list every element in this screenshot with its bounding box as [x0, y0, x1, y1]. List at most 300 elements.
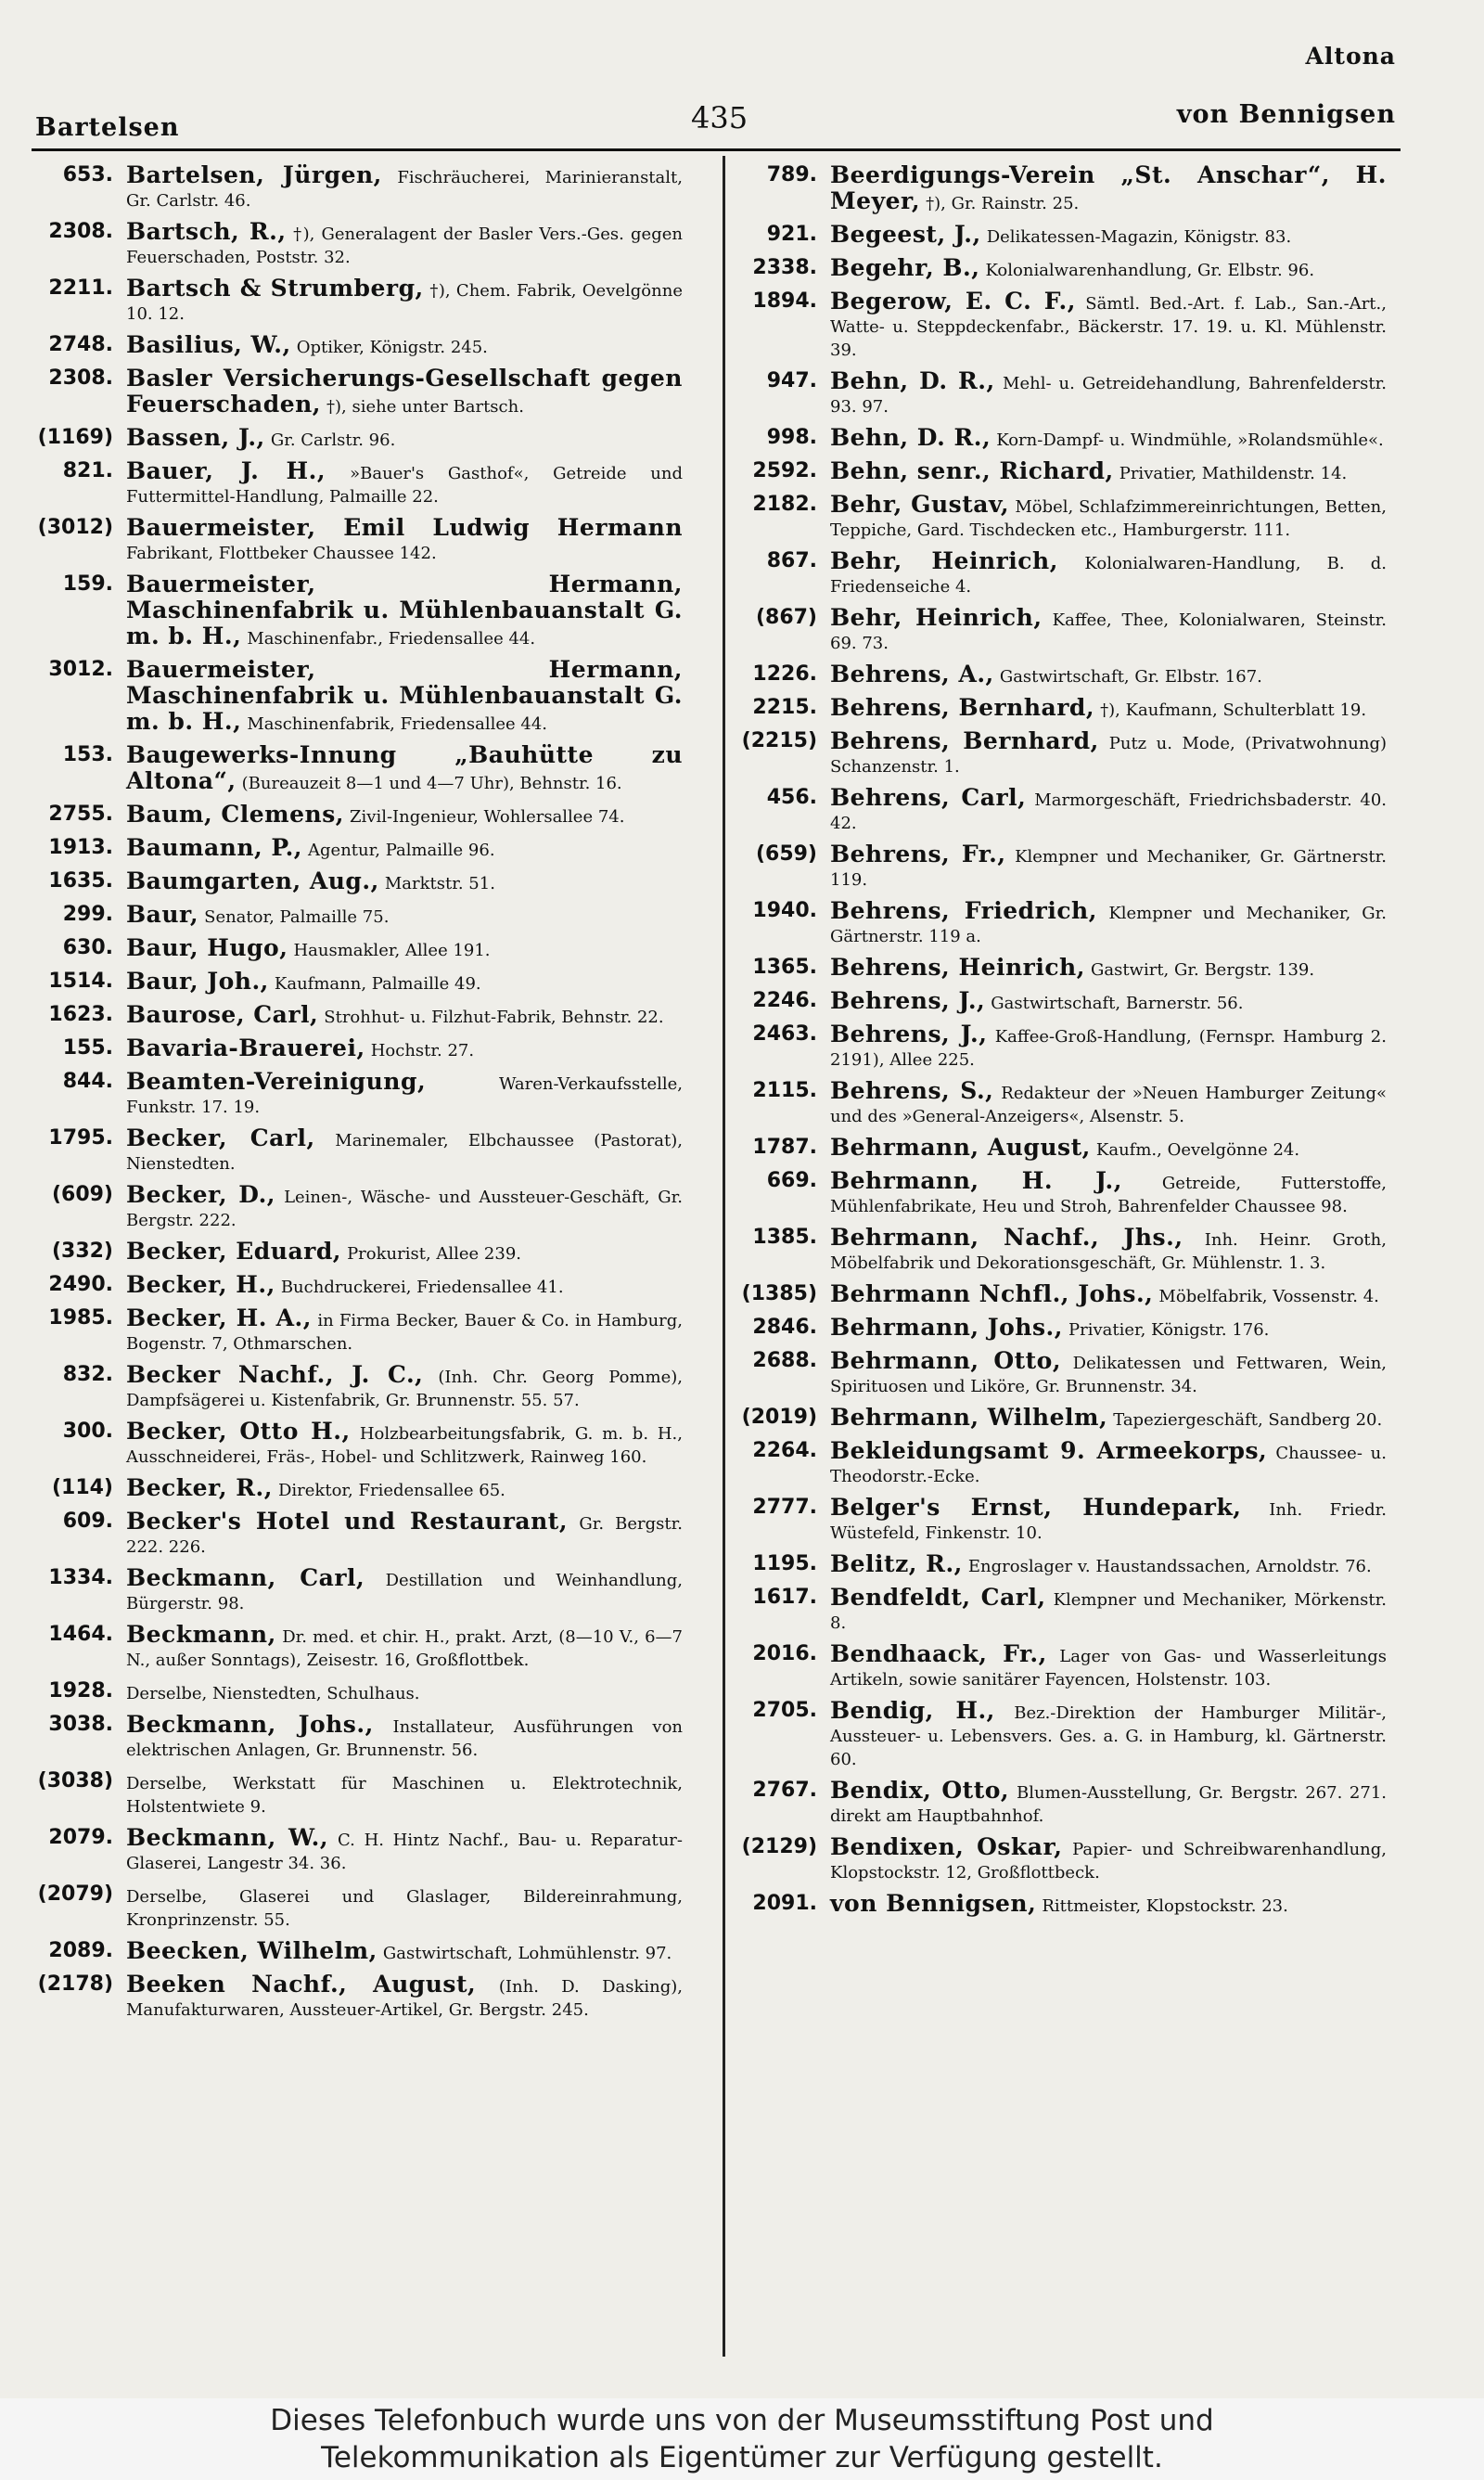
phone-number: 2755. [48, 803, 113, 826]
subscriber-name: Bendfeldt, Carl, [830, 1584, 1046, 1611]
directory-entry [737, 1779, 1387, 1828]
subscriber-details: »Bauer's Gasthof«, Getreide und Futtermittel-Handlung, Palmaille 22. [126, 464, 683, 507]
subscriber-name: Basilius, W., [126, 331, 291, 358]
entry-text [126, 572, 683, 650]
subscriber-name: Bavaria-Brauerei, [126, 1034, 365, 1061]
subscriber-details: Prokurist, Allee 239. [347, 1244, 522, 1264]
subscriber-name: Behrens, S., [830, 1077, 994, 1104]
entry-text [830, 1406, 1387, 1432]
entry-text [830, 1316, 1387, 1342]
subscriber-name: Bassen, J., [126, 424, 265, 451]
phone-number: 1514. [48, 970, 113, 993]
directory-entry [33, 459, 683, 508]
subscriber-details: Papier- und Schreibwarenhandlung, Klopstockstr. 12, Großflottbeck. [830, 1840, 1388, 1882]
phone-number: 2079. [48, 1826, 113, 1849]
phone-number: 1365. [752, 956, 817, 979]
directory-entry [737, 289, 1387, 362]
subscriber-name: Baugewerks-Innung „Bauhütte zu Altona“, [126, 741, 683, 794]
entry-text [126, 1273, 683, 1299]
subscriber-details: Buchdruckerei, Friedensallee 41. [280, 1278, 564, 1297]
entry-text [126, 1363, 683, 1412]
entry-text [126, 366, 683, 418]
subscriber-details: †), Kaufmann, Schulterblatt 19. [1100, 700, 1367, 720]
subscriber-name: Behrmann, Otto, [830, 1347, 1062, 1374]
subscriber-name: Beckmann, [126, 1621, 276, 1648]
directory-entry [33, 869, 683, 895]
phone-number: (3012) [37, 516, 113, 539]
phone-number: 609. [62, 1510, 113, 1533]
subscriber-details: Mehl- u. Getreidehandlung, Bahrenfelderstr. 93. 97. [830, 374, 1387, 417]
subscriber-details: Privatier, Mathildenstr. 14. [1119, 464, 1348, 483]
subscriber-details: in Firma Becker, Bauer & Co. in Hamburg, Bogenstr. 7, Othmarschen. [126, 1311, 684, 1354]
subscriber-details: Getreide, Futterstoffe, Mühlenfabrikate, Heu und Stroh, Bahrenfelder Chaussee 98. [830, 1174, 1388, 1216]
phone-number: (1385) [741, 1282, 817, 1305]
directory-entry [33, 1939, 683, 1965]
subscriber-name: Behn, D. R., [830, 367, 995, 394]
entry-text [830, 729, 1387, 778]
directory-entry [737, 1406, 1387, 1432]
subscriber-details: Putz u. Mode, (Privatwohnung) Schanzenstr. 1. [830, 734, 1388, 777]
entry-text [126, 1036, 683, 1062]
subscriber-name: Behr, Gustav, [830, 491, 1010, 518]
subscriber-name: Behr, Heinrich, [830, 604, 1043, 631]
phone-number: (1169) [37, 426, 113, 449]
directory-entry [737, 956, 1387, 982]
entry-text [830, 662, 1387, 688]
entry-text [126, 1972, 683, 2022]
subscriber-details: C. H. Hintz Nachf., Bau- u. Reparatur-Glaserei, Langestr 34. 36. [126, 1831, 683, 1873]
phone-number: (332) [51, 1240, 113, 1263]
subscriber-name: Belitz, R., [830, 1550, 963, 1577]
subscriber-details: Inh. Heinr. Groth, Möbelfabrik und Dekorationsgeschäft, Gr. Mühlenstr. 1. 3. [830, 1230, 1387, 1273]
subscriber-name: Bendixen, Oskar, [830, 1833, 1063, 1860]
entry-text [830, 289, 1387, 362]
column-divider [723, 156, 725, 2357]
right-column [737, 163, 1387, 1925]
phone-number: 1787. [752, 1136, 817, 1159]
entry-text [126, 163, 683, 212]
entry-text [126, 1183, 683, 1232]
footer-line-2: Telekommunikation als Eigentümer zur Verfügung gestellt. [321, 2441, 1163, 2474]
entry-text [126, 1769, 683, 1818]
subscriber-details: Hochstr. 27. [370, 1041, 475, 1060]
subscriber-details: Möbel, Schlafzimmereinrichtungen, Betten, Teppiche, Gard. Tischdecken etc., Hamburgerstr. 111. [830, 497, 1387, 540]
directory-entry [33, 903, 683, 929]
subscriber-name: Behrens, Bernhard, [830, 694, 1095, 721]
directory-entry [33, 1679, 683, 1705]
subscriber-details: Korn-Dampf- u. Windmühle, »Rolandsmühle«. [996, 430, 1384, 450]
subscriber-name: Behr, Heinrich, [830, 547, 1058, 574]
subscriber-details: Gastwirtschaft, Barnerstr. 56. [991, 994, 1244, 1013]
subscriber-details: Rittmeister, Klopstockstr. 23. [1042, 1896, 1288, 1916]
phone-number: 2490. [48, 1273, 113, 1296]
entry-text [126, 1070, 683, 1119]
entry-text [830, 1022, 1387, 1072]
phone-number: 2705. [752, 1699, 817, 1722]
directory-entry [737, 1079, 1387, 1128]
copyright-footer [0, 2398, 1484, 2480]
subscriber-name: Bekleidungsamt 9. Armeekorps, [830, 1437, 1268, 1464]
entry-text [830, 163, 1387, 215]
page-number: 435 [691, 100, 748, 135]
phone-number: 832. [62, 1363, 113, 1386]
directory-entry [737, 369, 1387, 418]
subscriber-details: Kolonialwarenhandlung, Gr. Elbstr. 96. [985, 261, 1315, 280]
city-header: Altona [1305, 43, 1396, 70]
directory-entry [737, 256, 1387, 282]
phone-number: 3012. [48, 658, 113, 681]
subscriber-name: Bauermeister, Emil Ludwig Hermann [126, 514, 683, 541]
entry-text [126, 869, 683, 895]
subscriber-details: Engroslager v. Haustandssachen, Arnoldstr. 76. [967, 1557, 1372, 1576]
directory-entry [737, 1226, 1387, 1275]
directory-entry [33, 1273, 683, 1299]
entry-text [126, 970, 683, 996]
entry-text [830, 1439, 1387, 1488]
subscriber-details: Leinen-, Wäsche- und Aussteuer-Geschäft, Gr. Bergstr. 222. [126, 1188, 683, 1230]
directory-entry [33, 163, 683, 212]
subscriber-name: Bauermeister, Hermann, Maschinenfabrik u. Mühlenbauanstalt G. m. b. H., [126, 656, 683, 735]
phone-number: 2264. [752, 1439, 817, 1462]
entry-text [830, 1136, 1387, 1162]
subscriber-name: Behrmann, H. J., [830, 1167, 1122, 1194]
entry-text [830, 1699, 1387, 1771]
left-column [33, 163, 683, 2029]
entry-text [126, 743, 683, 795]
subscriber-name: Behrmann, Johs., [830, 1314, 1063, 1341]
directory-entry [737, 163, 1387, 215]
subscriber-name: Beamten-Vereinigung, [126, 1068, 427, 1095]
directory-entry [33, 1510, 683, 1559]
directory-entry [737, 1496, 1387, 1545]
subscriber-name: Becker, Otto H., [126, 1418, 351, 1445]
subscriber-details: Tapeziergeschäft, Sandberg 20. [1113, 1410, 1383, 1430]
phone-number: 844. [62, 1070, 113, 1093]
directory-entry [33, 1363, 683, 1412]
subscriber-details: Destillation und Weinhandlung, Bürgerstr. 98. [126, 1571, 683, 1613]
phone-number: 2767. [752, 1779, 817, 1802]
directory-entry [33, 1769, 683, 1818]
phone-number: 2016. [752, 1642, 817, 1665]
subscriber-details: Senator, Palmaille 75. [204, 907, 390, 927]
directory-entry [33, 1240, 683, 1266]
directory-entry [737, 1169, 1387, 1218]
subscriber-name: Becker, Eduard, [126, 1238, 342, 1265]
subscriber-name: Becker, R., [126, 1474, 273, 1501]
directory-entry [33, 1882, 683, 1932]
subscriber-name: Becker, Carl, [126, 1124, 315, 1151]
subscriber-name: Becker Nachf., J. C., [126, 1361, 424, 1388]
subscriber-name: Beckmann, W., [126, 1824, 329, 1851]
subscriber-details: Klempner und Mechaniker, Mörkenstr. 8. [830, 1590, 1387, 1633]
subscriber-details: †), Gr. Rainstr. 25. [926, 194, 1080, 213]
subscriber-details: Derselbe, Nienstedten, Schulhaus. [126, 1684, 420, 1703]
directory-entry [33, 1566, 683, 1615]
phone-number: 1928. [48, 1679, 113, 1703]
entry-text [126, 1939, 683, 1965]
entry-text [126, 803, 683, 829]
phone-number: 1985. [48, 1306, 113, 1330]
phone-number: 1195. [752, 1552, 817, 1575]
directory-entry [33, 516, 683, 565]
directory-entry [737, 696, 1387, 722]
phone-number: 3038. [48, 1713, 113, 1736]
footer-line-1: Dieses Telefonbuch wurde uns von der Museumsstiftung Post und [270, 2404, 1214, 2437]
subscriber-details: Kolonialwaren-Handlung, B. d. Friedenseiche 4. [830, 554, 1387, 597]
subscriber-name: Belger's Ernst, Hundepark, [830, 1494, 1242, 1521]
phone-number: (609) [51, 1183, 113, 1206]
directory-entry [737, 493, 1387, 542]
subscriber-details: Dr. med. et chir. H., prakt. Arzt, (8—10 V., 6—7 N., außer Sonntags), Zeisestr. 16, Großflottbek. [126, 1627, 683, 1670]
subscriber-name: Behn, senr., Richard, [830, 457, 1114, 484]
phone-number: (3038) [37, 1769, 113, 1793]
phone-number: 653. [62, 163, 113, 186]
subscriber-name: Bendhaack, Fr., [830, 1640, 1047, 1667]
subscriber-details: Installateur, Ausführungen von elektrischen Anlagen, Gr. Brunnenstr. 56. [126, 1717, 684, 1760]
directory-entry [33, 366, 683, 418]
entry-text [830, 989, 1387, 1015]
subscriber-name: Becker, H., [126, 1271, 275, 1298]
subscriber-details: Holzbearbeitungsfabrik, G. m. b. H., Ausschneiderei, Fräs-, Hobel- und Schlitzwerk, Rainweg 160. [126, 1424, 683, 1467]
subscriber-details: †), Chem. Fabrik, Oevelgönne 10. 12. [126, 281, 683, 324]
phone-number: 2211. [48, 276, 113, 300]
subscriber-details: Privatier, Königstr. 176. [1068, 1320, 1270, 1340]
entry-text [830, 459, 1387, 485]
phone-number: 821. [62, 459, 113, 482]
directory-entry [33, 1713, 683, 1762]
directory-entry [737, 1835, 1387, 1884]
directory-entry [33, 1003, 683, 1029]
entry-text [126, 903, 683, 929]
entry-text [126, 658, 683, 736]
entry-text [830, 842, 1387, 892]
phone-number: 155. [62, 1036, 113, 1060]
entry-text [830, 1642, 1387, 1691]
subscriber-name: Baurose, Carl, [126, 1001, 319, 1028]
subscriber-details: Inh. Friedr. Wüstefeld, Finkenstr. 10. [830, 1500, 1387, 1543]
directory-entry [737, 426, 1387, 452]
directory-entry [33, 743, 683, 795]
subscriber-name: Begeest, J., [830, 221, 981, 248]
subscriber-name: Bendig, H., [830, 1697, 995, 1724]
subscriber-details: Kaufm., Oevelgönne 24. [1095, 1140, 1300, 1160]
directory-entry [33, 1420, 683, 1469]
directory-entry [33, 1306, 683, 1356]
subscriber-details: Marktstr. 51. [384, 874, 495, 893]
subscriber-name: Behrens, Fr., [830, 841, 1006, 867]
entry-text [126, 1510, 683, 1559]
phone-number: (659) [755, 842, 817, 866]
entry-text [830, 493, 1387, 542]
entry-text [830, 223, 1387, 249]
subscriber-details: Möbelfabrik, Vossenstr. 4. [1158, 1287, 1379, 1306]
directory-entry [33, 1972, 683, 2022]
subscriber-name: Behrmann Nchfl., Johs., [830, 1280, 1154, 1307]
entry-text [126, 276, 683, 326]
directory-entry [737, 1642, 1387, 1691]
phone-number: 789. [766, 163, 817, 186]
entry-text [830, 1586, 1387, 1635]
phone-number: 2182. [752, 493, 817, 516]
entry-text [830, 1779, 1387, 1828]
entry-text [126, 936, 683, 962]
entry-text [830, 1552, 1387, 1578]
phone-number: 1617. [752, 1586, 817, 1609]
directory-entry [737, 1349, 1387, 1398]
directory-entry [33, 1183, 683, 1232]
phone-number: 2338. [752, 256, 817, 279]
directory-entry [33, 1826, 683, 1875]
entry-text [830, 256, 1387, 282]
subscriber-name: Baur, [126, 901, 199, 928]
phone-number: 159. [62, 572, 113, 596]
phone-number: 2215. [752, 696, 817, 719]
subscriber-name: Bartsch, R., [126, 218, 287, 245]
subscriber-details: Delikatessen-Magazin, Königstr. 83. [986, 227, 1292, 247]
subscriber-name: Bauermeister, Hermann, Maschinenfabrik u. Mühlenbauanstalt G. m. b. H., [126, 571, 683, 649]
subscriber-details: Hausmakler, Allee 191. [293, 941, 491, 960]
subscriber-name: Behrens, Bernhard, [830, 727, 1099, 754]
phone-number: 2115. [752, 1079, 817, 1102]
phone-number: (2215) [741, 729, 817, 752]
entry-text [830, 549, 1387, 598]
phone-number: 2246. [752, 989, 817, 1012]
entry-text [126, 1679, 683, 1705]
subscriber-details: Kaufmann, Palmaille 49. [274, 974, 481, 994]
phone-number: (2079) [37, 1882, 113, 1906]
subscriber-name: Becker's Hotel und Restaurant, [126, 1508, 569, 1535]
subscriber-name: Baumgarten, Aug., [126, 867, 379, 894]
entry-text [830, 786, 1387, 835]
directory-entry [737, 729, 1387, 778]
directory-entry [33, 572, 683, 650]
subscriber-details: Waren-Verkaufsstelle, Funkstr. 17. 19. [126, 1074, 683, 1117]
entry-text [830, 899, 1387, 948]
entry-text [126, 1826, 683, 1875]
subscriber-details: Bez.-Direktion der Hamburger Militär-, Aussteuer- u. Lebensvers. Ges. a. G. in Hamburg, kl. Gärtnerstr. 60. [830, 1703, 1387, 1769]
subscriber-name: Baur, Hugo, [126, 934, 288, 961]
subscriber-details: Gastwirtschaft, Gr. Elbstr. 167. [999, 667, 1262, 687]
entry-text [830, 1226, 1387, 1275]
entry-text [830, 1169, 1387, 1218]
entry-text [126, 836, 683, 862]
directory-entry [737, 1316, 1387, 1342]
directory-entry [737, 662, 1387, 688]
subscriber-name: Behrens, A., [830, 661, 994, 687]
subscriber-details: †), siehe unter Bartsch. [326, 397, 524, 417]
subscriber-details: Gr. Carlstr. 96. [270, 430, 396, 450]
subscriber-details: Chaussee- u. Theodorstr.-Ecke. [830, 1444, 1387, 1486]
phone-number: 1385. [752, 1226, 817, 1249]
entry-text [126, 1420, 683, 1469]
directory-entry [737, 1892, 1387, 1918]
subscriber-name: Bendix, Otto, [830, 1777, 1010, 1804]
subscriber-name: Baum, Clemens, [126, 801, 344, 828]
directory-entry [33, 1036, 683, 1062]
subscriber-details: Klempner und Mechaniker, Gr. Gärtnerstr. 119. [830, 847, 1387, 890]
directory-entry [737, 1022, 1387, 1072]
subscriber-name: Bauer, J. H., [126, 457, 326, 484]
phone-number: 1226. [752, 662, 817, 686]
directory-entry [737, 1552, 1387, 1578]
subscriber-name: Bartsch & Strumberg, [126, 275, 424, 302]
phone-number: 2308. [48, 220, 113, 243]
entry-text [126, 1713, 683, 1762]
subscriber-name: Behrmann, Nachf., Jhs., [830, 1224, 1183, 1251]
subscriber-details: Agentur, Palmaille 96. [308, 841, 495, 860]
subscriber-details: †), Generalagent der Basler Vers.-Ges. gegen Feuerschaden, Poststr. 32. [126, 225, 683, 267]
subscriber-name: Begerow, E. C. F., [830, 288, 1076, 315]
entry-text [126, 1476, 683, 1502]
phone-number: 456. [766, 786, 817, 809]
phone-number: 1795. [48, 1126, 113, 1150]
directory-entry [33, 803, 683, 829]
subscriber-details: Gastwirtschaft, Lohmühlenstr. 97. [382, 1944, 672, 1963]
subscriber-name: Baur, Joh., [126, 968, 269, 995]
phone-number: 867. [766, 549, 817, 572]
phone-number: 2846. [752, 1316, 817, 1339]
entry-text [126, 1126, 683, 1176]
subscriber-name: von Bennigsen, [830, 1890, 1037, 1917]
entry-text [126, 1566, 683, 1615]
phone-number: 153. [62, 743, 113, 766]
entry-text [830, 1892, 1387, 1918]
phone-number: 1913. [48, 836, 113, 859]
entry-text [830, 1835, 1387, 1884]
directory-entry [33, 333, 683, 359]
entry-text [830, 696, 1387, 722]
subscriber-name: Behrens, J., [830, 1021, 988, 1047]
subscriber-details: Marinemaler, Elbchaussee (Pastorat), Nienstedten. [126, 1131, 683, 1174]
phone-number: 2089. [48, 1939, 113, 1962]
subscriber-details: Redakteur der »Neuen Hamburger Zeitung« und des »General-Anzeigers«, Alsenstr. 5. [830, 1084, 1387, 1126]
entry-text [126, 1240, 683, 1266]
subscriber-details: Kaffee, Thee, Kolonialwaren, Steinstr. 69. 73. [830, 610, 1387, 653]
directory-entry [737, 1282, 1387, 1308]
subscriber-details: Gr. Bergstr. 222. 226. [126, 1514, 684, 1557]
directory-entry [33, 426, 683, 452]
entry-text [830, 1282, 1387, 1308]
entry-text [126, 1882, 683, 1932]
subscriber-name: Becker, D., [126, 1181, 275, 1208]
entry-text [830, 369, 1387, 418]
subscriber-details: Maschinenfabrik, Friedensallee 44. [247, 714, 548, 734]
subscriber-name: Beerdigungs-Verein „St. Anschar“, H. Meyer, [830, 161, 1387, 214]
phone-number: 299. [62, 903, 113, 926]
subscriber-details: Fabrikant, Flottbeker Chaussee 142. [126, 544, 437, 563]
subscriber-name: Behrens, Heinrich, [830, 954, 1085, 981]
subscriber-name: Beckmann, Johs., [126, 1711, 374, 1738]
phone-number: (2019) [741, 1406, 817, 1429]
directory-entry [33, 1070, 683, 1119]
directory-entry [33, 276, 683, 326]
directory-entry [737, 606, 1387, 655]
subscriber-details: Kaffee-Groß-Handlung, (Fernspr. Hamburg 2. 2191), Allee 225. [830, 1027, 1387, 1070]
subscriber-details: Strohhut- u. Filzhut-Fabrik, Behnstr. 22. [324, 1008, 664, 1027]
entry-text [830, 1496, 1387, 1545]
directory-entry [33, 1623, 683, 1672]
phone-number: (867) [755, 606, 817, 629]
phone-number: 300. [62, 1420, 113, 1443]
entry-text [126, 1623, 683, 1672]
subscriber-details: Delikatessen und Fettwaren, Wein, Spirituosen und Liköre, Gr. Brunnenstr. 34. [830, 1354, 1388, 1396]
right-keyword: von Bennigsen [1176, 100, 1396, 129]
phone-number: 998. [766, 426, 817, 449]
phone-number: 1623. [48, 1003, 113, 1026]
subscriber-name: Baumann, P., [126, 834, 302, 861]
entry-text [126, 333, 683, 359]
phone-number: 1894. [752, 289, 817, 313]
